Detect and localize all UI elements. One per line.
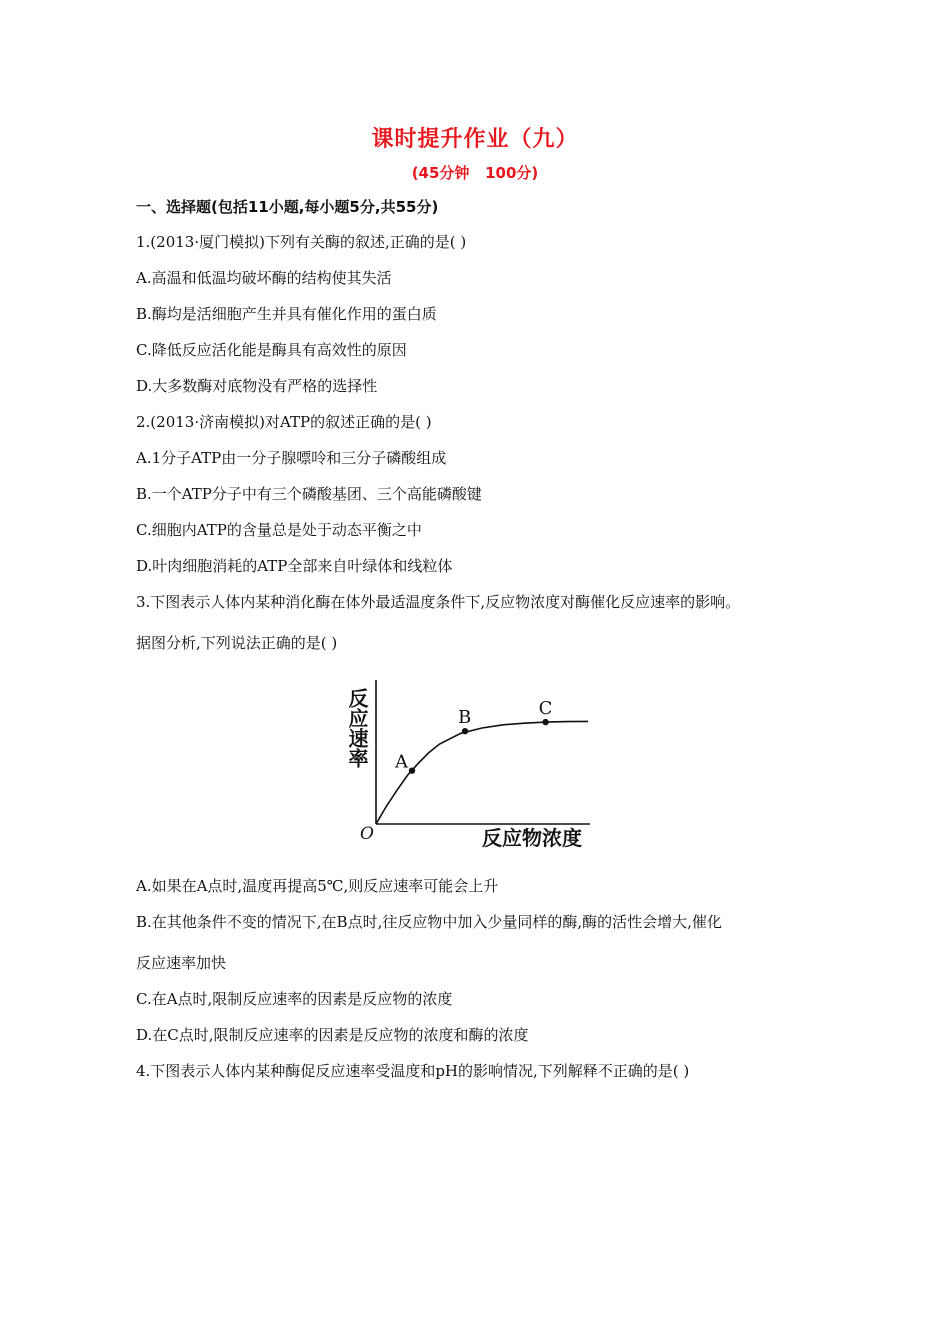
q4-stem: 4.下图表示人体内某种酶促反应速率受温度和pH的影响情况,下列解释不正确的是( ) — [136, 1062, 690, 1080]
q1-option-c: C.降低反应活化能是酶具有高效性的原因 — [136, 341, 407, 359]
rate-curve-figure — [330, 672, 610, 858]
point-label-a: A — [395, 751, 409, 773]
q2-stem: 2.(2013·济南模拟)对ATP的叙述正确的是( ) — [136, 413, 432, 431]
q2-option-d: D.叶肉细胞消耗的ATP全部来自叶绿体和线粒体 — [136, 557, 453, 575]
q3-option-c: C.在A点时,限制反应速率的因素是反应物的浓度 — [136, 990, 453, 1008]
q3-option-b-cont: 反应速率加快 — [136, 954, 227, 972]
q1-option-a: A.高温和低温均破坏酶的结构使其失活 — [136, 269, 392, 287]
origin-label: O — [360, 824, 374, 844]
q1-stem: 1.(2013·厦门模拟)下列有关酶的叙述,正确的是( ) — [136, 233, 467, 251]
subtitle: (45分钟 100分) — [411, 164, 539, 182]
section-heading: 一、选择题(包括11小题,每小题5分,共55分) — [136, 198, 439, 216]
q3-option-d: D.在C点时,限制反应速率的因素是反应物的浓度和酶的浓度 — [136, 1026, 529, 1044]
q3-stem-line1: 3.下图表示人体内某种消化酶在体外最适温度条件下,反应物浓度对酶催化反应速率的影响。 — [136, 593, 741, 611]
point-b — [462, 728, 468, 734]
rate-curve-chart — [330, 672, 610, 858]
page-title: 课时提升作业（九） — [371, 127, 579, 152]
series-line — [376, 721, 588, 824]
q3-stem-line2: 据图分析,下列说法正确的是( ) — [136, 634, 338, 652]
q1-option-d: D.大多数酶对底物没有严格的选择性 — [136, 377, 378, 395]
q3-option-a: A.如果在A点时,温度再提高5℃,则反应速率可能会上升 — [136, 877, 499, 895]
q1-option-b: B.酶均是活细胞产生并具有催化作用的蛋白质 — [136, 305, 437, 323]
q2-option-c: C.细胞内ATP的含量总是处于动态平衡之中 — [136, 521, 422, 539]
point-label-c: C — [538, 698, 553, 720]
y-axis-label: 反应速率 — [345, 688, 369, 768]
x-axis-label: 反应物浓度 — [482, 826, 582, 850]
q2-option-b: B.一个ATP分子中有三个磷酸基团、三个高能磷酸键 — [136, 485, 482, 503]
q2-option-a: A.1分子ATP由一分子腺嘌呤和三分子磷酸组成 — [136, 449, 447, 467]
point-c — [542, 719, 548, 725]
point-a — [409, 767, 415, 773]
point-label-b: B — [458, 707, 472, 729]
q3-option-b: B.在其他条件不变的情况下,在B点时,往反应物中加入少量同样的酶,酶的活性会增大,催化 — [136, 913, 722, 931]
